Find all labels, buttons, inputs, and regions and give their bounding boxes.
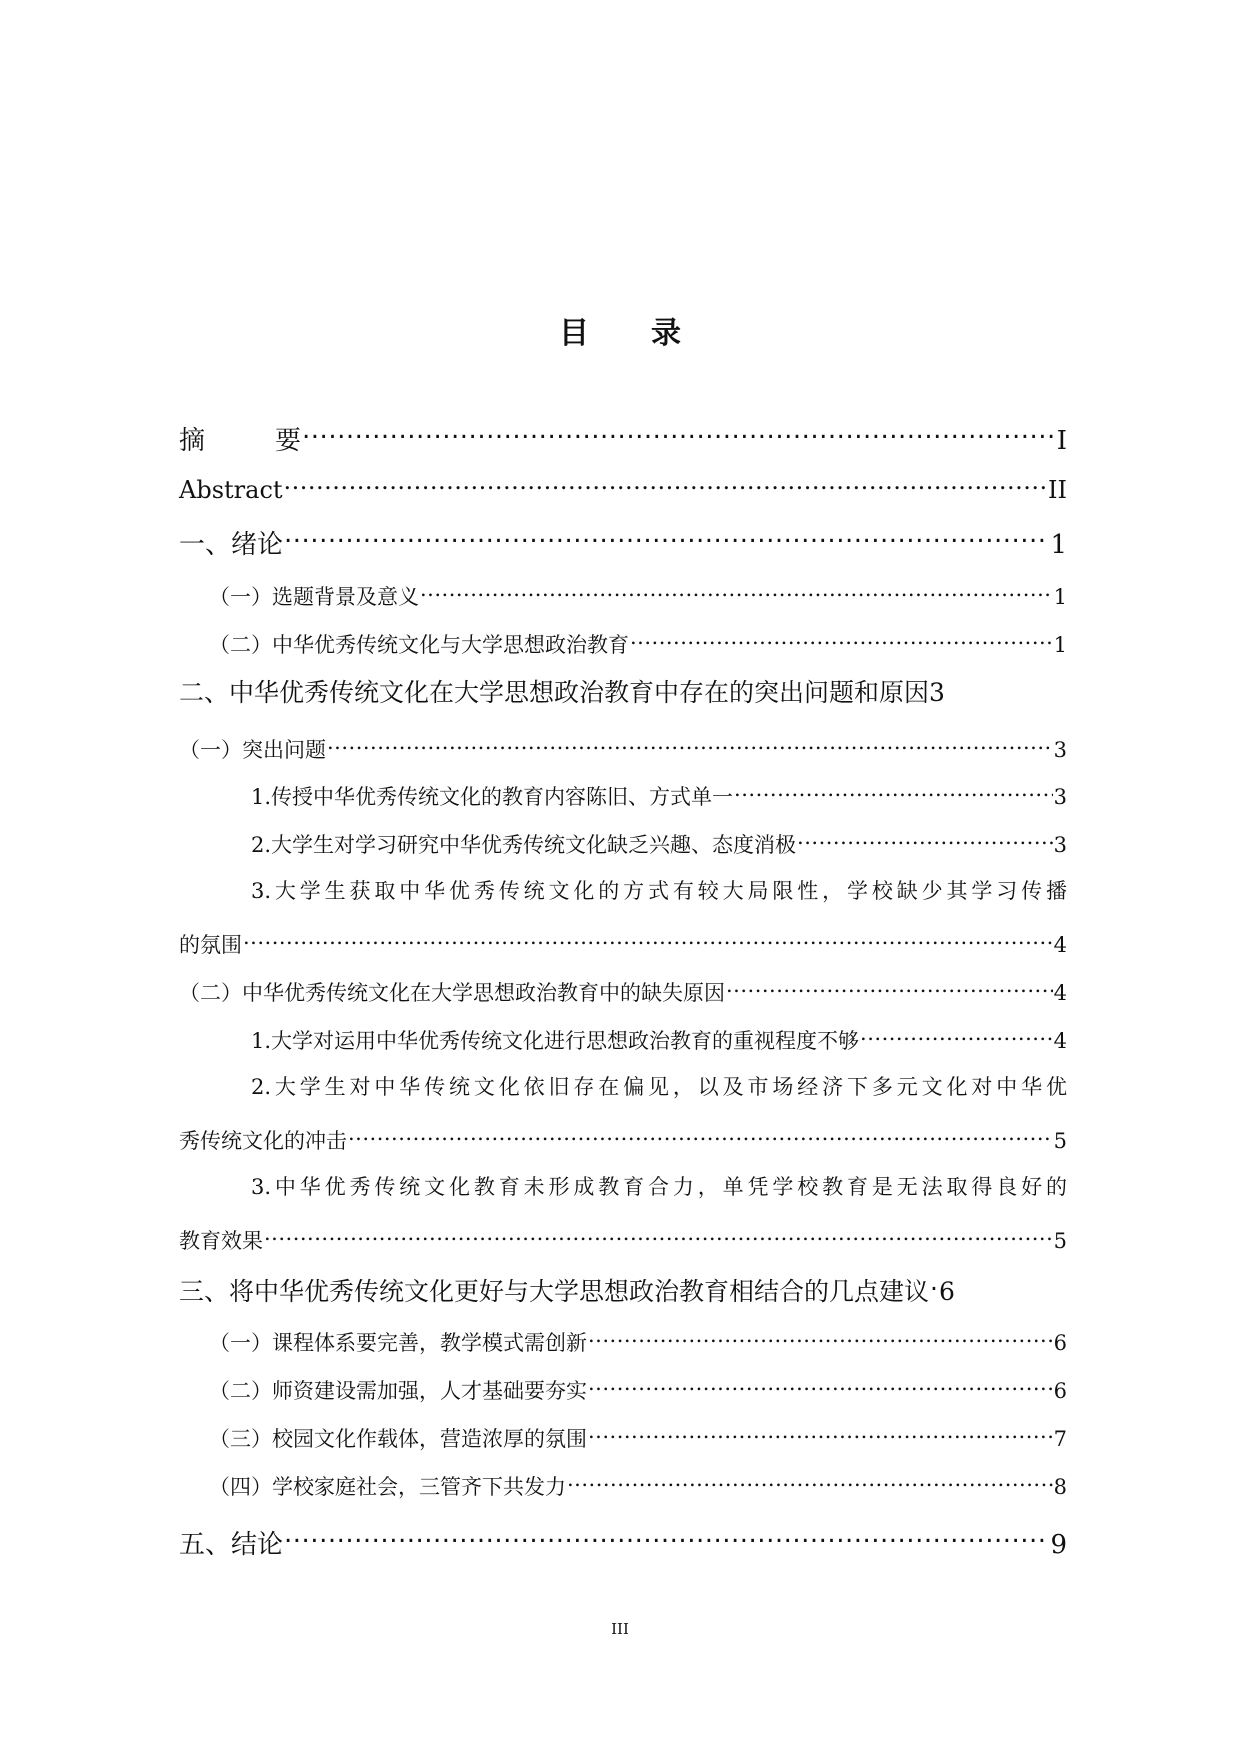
toc-page-number: 6 bbox=[939, 1276, 955, 1306]
toc-entry-label: 2.大学生对学习研究中华优秀传统文化缺乏兴趣、态度消极 bbox=[251, 833, 797, 858]
toc-entry-label: Abstract bbox=[179, 476, 283, 505]
toc-entry-label: （四）学校家庭社会，三管齐下共发力 bbox=[209, 1475, 566, 1500]
toc-entry-label: （二）中华优秀传统文化在大学思想政治教育中的缺失原因 bbox=[179, 981, 725, 1006]
toc-page-number: 1 bbox=[1053, 633, 1067, 658]
toc-page-number: 1 bbox=[1053, 585, 1067, 610]
toc-leader-dots bbox=[734, 777, 1053, 804]
toc-entry-section-3-2[interactable] bbox=[209, 1371, 1067, 1405]
toc-entry-section-2-2-3-line1[interactable]: 3.中华优秀传统文化教育未形成教育合力，单凭学校教育是无法取得良好的 bbox=[251, 1175, 1067, 1199]
toc-entry-label: （一）突出问题 bbox=[179, 738, 326, 763]
toc-page-number: 6 bbox=[1053, 1379, 1067, 1404]
footer-page-number: III bbox=[611, 1620, 629, 1638]
toc-entry-label: （二）师资建设需加强，人才基础要夯实 bbox=[209, 1379, 587, 1404]
toc-abstract-char-b: 要 bbox=[275, 425, 302, 456]
toc-leader-dots bbox=[243, 925, 1053, 952]
toc-entry-label: （一）选题背景及意义 bbox=[209, 585, 419, 610]
toc-leader-dots bbox=[588, 1323, 1053, 1350]
toc-leader-dots bbox=[348, 1121, 1053, 1148]
page-title bbox=[0, 308, 1240, 352]
toc-leader-dots bbox=[588, 1419, 1053, 1446]
toc-entry-section-1[interactable] bbox=[179, 519, 1067, 561]
toc-entry-section-3-4[interactable] bbox=[209, 1467, 1067, 1501]
toc-entry-label: 三、将中华优秀传统文化更好与大学思想政治教育相结合的几点建议 bbox=[179, 1276, 930, 1306]
toc-entry-section-2-1-2[interactable] bbox=[251, 825, 1067, 859]
title-char-1: 目 bbox=[559, 316, 589, 351]
toc-entry-label: 秀传统文化的冲击 bbox=[179, 1129, 347, 1154]
toc-leader-dots bbox=[860, 1021, 1053, 1048]
toc-page-number: 4 bbox=[1053, 981, 1067, 1006]
toc-entry-label: 一、绪论 bbox=[179, 529, 284, 560]
title-char-2: 录 bbox=[651, 316, 681, 351]
toc-entry-section-2-1-3[interactable] bbox=[179, 925, 1067, 959]
toc-entry-label: 教育效果 bbox=[179, 1229, 263, 1254]
toc-entry-section-2-2-3[interactable] bbox=[179, 1221, 1067, 1255]
toc-leader-dots bbox=[264, 1221, 1053, 1248]
toc-page-number: 9 bbox=[1050, 1529, 1067, 1560]
toc-entry-section-2[interactable] bbox=[179, 673, 1067, 709]
toc-leader-dots bbox=[284, 519, 1049, 553]
toc-entry-abstract-en[interactable] bbox=[179, 467, 1067, 504]
toc-leader-dots bbox=[284, 467, 1048, 498]
toc-leader-dots bbox=[630, 625, 1053, 652]
toc-leader-dots bbox=[420, 577, 1053, 604]
toc-entry-label: （三）校园文化作载体，营造浓厚的氛围 bbox=[209, 1427, 587, 1452]
toc-leader-dots bbox=[302, 415, 1056, 449]
toc-entry-section-1-1[interactable] bbox=[209, 577, 1067, 611]
toc-entry-label: （二）中华优秀传统文化与大学思想政治教育 bbox=[209, 633, 629, 658]
toc-page-number: 1 bbox=[1050, 529, 1067, 560]
toc-entry-label: （一）课程体系要完善，教学模式需创新 bbox=[209, 1331, 587, 1356]
toc-entry-section-2-1-1[interactable] bbox=[251, 777, 1067, 811]
toc-page-number: 6 bbox=[1053, 1331, 1067, 1356]
toc-entry-section-1-2[interactable] bbox=[209, 625, 1067, 659]
toc-leader-dots bbox=[284, 1519, 1049, 1553]
toc-entry-section-2-2-2[interactable] bbox=[179, 1121, 1067, 1155]
toc-leader-dots bbox=[726, 973, 1053, 1000]
toc-entry-label: 的氛围 bbox=[179, 933, 242, 958]
toc-entry-section-2-1-3-line1[interactable]: 3.大学生获取中华优秀传统文化的方式有较大局限性，学校缺少其学习传播 bbox=[251, 879, 1067, 903]
toc-page-number: 3 bbox=[1053, 738, 1067, 763]
toc-entry-label: 二、中华优秀传统文化在大学思想政治教育中存在的突出问题和原因 bbox=[179, 678, 930, 707]
toc-page-number: 5 bbox=[1053, 1229, 1067, 1254]
toc-page-number: 4 bbox=[1053, 1029, 1067, 1054]
toc-page-number: 3 bbox=[929, 678, 945, 707]
toc-entry-section-2-2-2-line1[interactable]: 2.大学生对中华传统文化依旧存在偏见，以及市场经济下多元文化对中华优 bbox=[251, 1075, 1067, 1099]
toc-page-number: I bbox=[1056, 425, 1067, 456]
toc-page-number: 5 bbox=[1053, 1129, 1067, 1154]
toc-abstract-char-a: 摘 bbox=[179, 425, 206, 456]
toc-leader-dots bbox=[567, 1467, 1053, 1494]
toc-entry-section-2-1[interactable] bbox=[179, 730, 1067, 764]
toc-page-number: 8 bbox=[1053, 1475, 1067, 1500]
toc-entry-section-2-2[interactable] bbox=[179, 973, 1067, 1007]
toc-leader-dots bbox=[797, 825, 1053, 852]
toc-page-number: 3 bbox=[1053, 833, 1067, 858]
toc-entry-abstract-cn[interactable] bbox=[179, 415, 1067, 457]
toc-leader-dots bbox=[327, 730, 1053, 757]
toc-entry-label: 1.大学对运用中华优秀传统文化进行思想政治教育的重视程度不够 bbox=[251, 1029, 860, 1054]
toc-entry-section-3[interactable] bbox=[179, 1267, 1067, 1308]
toc-page-number: 7 bbox=[1053, 1427, 1067, 1452]
toc-entry-section-3-3[interactable] bbox=[209, 1419, 1067, 1453]
toc-leader-dots bbox=[588, 1371, 1053, 1398]
toc-entry-label: 1.传授中华优秀传统文化的教育内容陈旧、方式单一 bbox=[251, 785, 734, 810]
toc-entry-section-5[interactable] bbox=[179, 1519, 1067, 1561]
toc-page-number: 4 bbox=[1053, 933, 1067, 958]
toc-entry-label bbox=[179, 420, 301, 457]
toc-leader-dots bbox=[930, 1267, 938, 1300]
toc-entry-label: 五、结论 bbox=[179, 1529, 284, 1560]
toc-entry-section-3-1[interactable] bbox=[209, 1323, 1067, 1357]
toc-page-number: 3 bbox=[1053, 785, 1067, 810]
toc-page-number: II bbox=[1048, 476, 1067, 505]
toc-entry-section-2-2-1[interactable] bbox=[251, 1021, 1067, 1055]
